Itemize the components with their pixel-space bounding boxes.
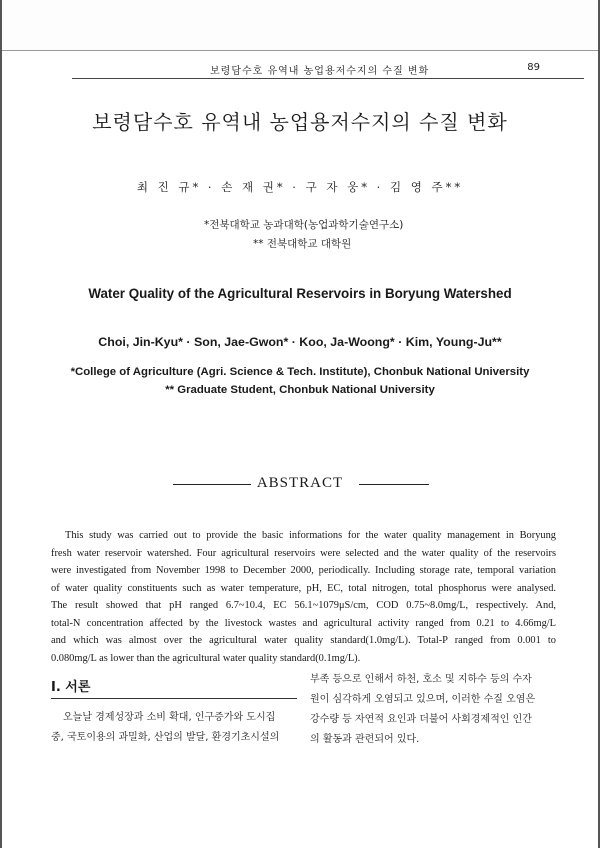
section-heading-introduction: Ⅰ. 서론 [51,680,91,695]
abstract-line: This study was carried out to provide the basic informations for the water quality management in Boryung [65,530,556,541]
abstract-heading: ABSTRACT [256,475,344,491]
intro-line: 원이 심각하게 오염되고 있으며, 이러한 수질 오염은 [310,694,536,705]
abstract-line: total-N concentration affected by the livestock wastes and agricultural activity ranged from 0.21 to 4.66mg/L [51,617,556,629]
running-head-title: 보령담수호 유역내 농업용저수지의 수질 변화 [210,66,430,77]
abstract-line: of water quality constituents such as water temperature, pH, EC, total nitrogen, total phosphorus were analysed. [51,582,556,594]
abstract-line: 0.080mg/L as lower than the agricultural water quality standard(0.1mg/L). [51,652,361,664]
abstract-line: fresh water reservoir watershed. Four agricultural reservoirs were selected and the water quality of the reservoirs [51,547,556,559]
authors-english: Choi, Jin-Kyu* · Son, Jae-Gwon* · Koo, Ja-Woong* · Kim, Young-Ju** [98,335,502,349]
intro-line: 의 활동과 관련되어 있다. [310,734,420,745]
affiliation-korean-2: ** 전북대학교 대학원 [253,238,352,250]
page-number: 89 [527,62,540,73]
intro-line: 중, 국토이용의 과밀화, 산업의 발달, 환경기초시설의 [51,732,280,743]
intro-right-column [310,670,570,750]
abstract-rule-right [359,484,429,485]
intro-line: 오늘날 경제성장과 소비 확대, 인구증가와 도시집 [63,712,276,723]
intro-left-column [51,708,301,748]
affiliation-korean-1: *전북대학교 농과대학(농업과학기술연구소) [204,219,404,231]
abstract-line: and which was almost over the agricultural water quality standard(1.0mg/L). Total-P ranged from 0.001 to [51,635,556,646]
scan-top-margin [0,0,600,51]
intro-line: 강수량 등 자연적 요인과 더불어 사회경제적인 인간 [310,714,532,725]
affiliation-english-1: *College of Agriculture (Agri. Science & Tech. Institute), Chonbuk National University [70,366,530,378]
intro-line: 부족 등으로 인해서 하천, 호소 및 지하수 등의 수자 [310,674,532,685]
title-english: Water Quality of the Agricultural Reservoirs in Boryung Watershed [88,286,512,301]
authors-korean: 최 진 규* · 손 재 권* · 구 자 웅* · 김 영 주** [136,180,464,194]
running-head-rule [72,78,584,79]
abstract-line: were investigated from November 1998 to December 2000, periodically. Including storage rate, temporal variation [51,565,556,576]
abstract-line: The result showed that pH ranged 6.7~10.4, EC 56.1~1079μS/cm, COD 0.75~8.0mg/L, respectively. And, [51,600,556,611]
abstract-body [51,527,556,667]
section-heading-rule [51,698,297,699]
affiliation-english-2: ** Graduate Student, Chonbuk National University [165,384,435,396]
title-korean: 보령담수호 유역내 농업용저수지의 수질 변화 [92,110,508,134]
